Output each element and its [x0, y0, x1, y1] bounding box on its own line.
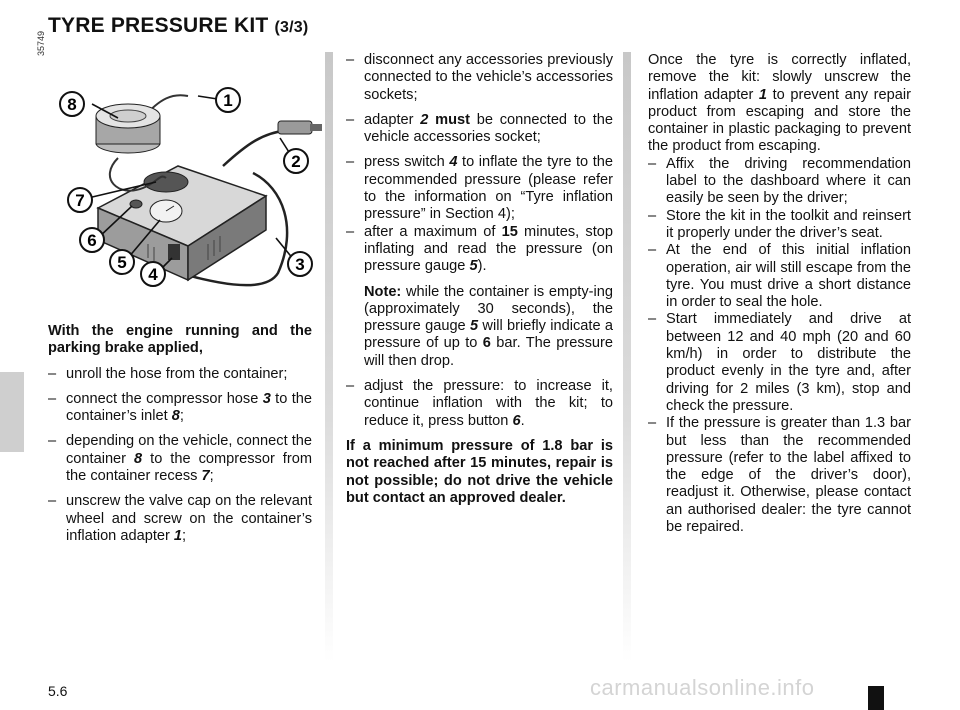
callout-5-label: 5 [117, 253, 127, 272]
callout-6-label: 6 [87, 231, 97, 250]
callout-8 [60, 92, 84, 116]
callout-2-label: 2 [291, 152, 301, 171]
title-suffix: (3/3) [274, 19, 309, 36]
tyre-kit-illustration [48, 48, 328, 300]
intro-lead: With the engine running and the parking brake applied, [48, 323, 312, 357]
step-item: – adjust the pressure: to increase it, continue inflation with the kit; to reduce it, press button 6. [346, 378, 613, 429]
callout-4-label: 4 [148, 265, 158, 284]
callout-4 [141, 262, 165, 286]
step-item: – after a maximum of 15 minutes, stop inflating and read the pressure (on pressure gauge 5). [346, 223, 613, 275]
callout-1 [216, 88, 240, 112]
callout-3-label: 3 [295, 255, 305, 274]
callout-3 [288, 252, 312, 276]
corner-mark [868, 686, 884, 710]
step-item: – depending on the vehicle, connect the container 8 to the compressor from the container recess 7; [48, 433, 312, 485]
callout-8-label: 8 [67, 95, 77, 114]
callout-2 [284, 149, 308, 173]
step-item: – connect the compressor hose 3 to the container’s inlet 8; [48, 390, 312, 425]
step-item: – At the end of this initial inflation operation, air will still escape from the tyre. You must drive a short distance in order to seal the hole. [648, 242, 911, 311]
watermark: carmanualsonline.info [590, 675, 815, 700]
title-main: TYRE PRESSURE KIT [48, 14, 269, 37]
column-1 [48, 323, 312, 545]
note-label: Note: [364, 283, 402, 300]
column-3 [648, 52, 911, 536]
callout-5 [110, 250, 134, 274]
step-item: – If the pressure is greater than 1.3 bar but less than the recommended pressure (refer to the label affixed to the edge of the driver’s door), readjust it. Otherwise, please contact an authorised dealer: the tyre cannot be repaired. [648, 415, 911, 536]
callout-7-label: 7 [75, 191, 85, 210]
callout-6 [80, 228, 104, 252]
callout-7 [68, 188, 92, 212]
section-tab [0, 372, 24, 452]
figure-code: 35749 [36, 30, 46, 56]
note-paragraph: Note: while the container is empty-ing (approximately 30 seconds), the pressure gauge 5 will briefly indicate a pressure of up to 6 bar. The pressure will then drop. [364, 283, 614, 369]
step-item: – Start immediately and drive at between 12 and 40 mph (20 and 60 km/h) in order to distribute the product evenly in the tyre and, after driving for 2 miles (3 km), stop and check the pressure. [648, 311, 911, 414]
step-item: – Affix the driving recommendation label to the dashboard where it can easily be seen by the driver; [648, 155, 911, 207]
step-item: – Store the kit in the toolkit and reinsert it properly under the driver’s seat. [648, 207, 911, 241]
removal-intro: Once the tyre is correctly inflated, remove the kit: slowly unscrew the inflation adapter 1 to prevent any repair product from escaping and store the container in plastic packaging to prevent the product from escaping. [648, 52, 911, 155]
column-2 [346, 52, 613, 507]
callout-1-label: 1 [223, 91, 233, 110]
column-divider-1 [325, 52, 333, 662]
step-item: – disconnect any accessories previously connected to the vehicle’s accessories sockets; [346, 52, 613, 103]
page-title [48, 14, 308, 38]
warning-paragraph: If a minimum pressure of 1.8 bar is not reached after 15 minutes, repair is not possible; do not drive the vehicle but contact an approved dealer. [346, 437, 613, 506]
step-item: – press switch 4 to inflate the tyre to the recommended pressure (please refer to the information on “Tyre inflation pressure” in Section 4); [346, 154, 614, 223]
step-item: – unscrew the valve cap on the relevant wheel and screw on the container’s inflation adapter 1; [48, 493, 312, 544]
step-item: – unroll the hose from the container; [48, 365, 288, 382]
column-divider-2 [623, 52, 631, 662]
step-item: – adapter 2 must be connected to the vehicle accessories socket; [346, 111, 613, 146]
page-number: 5.6 [48, 683, 68, 699]
